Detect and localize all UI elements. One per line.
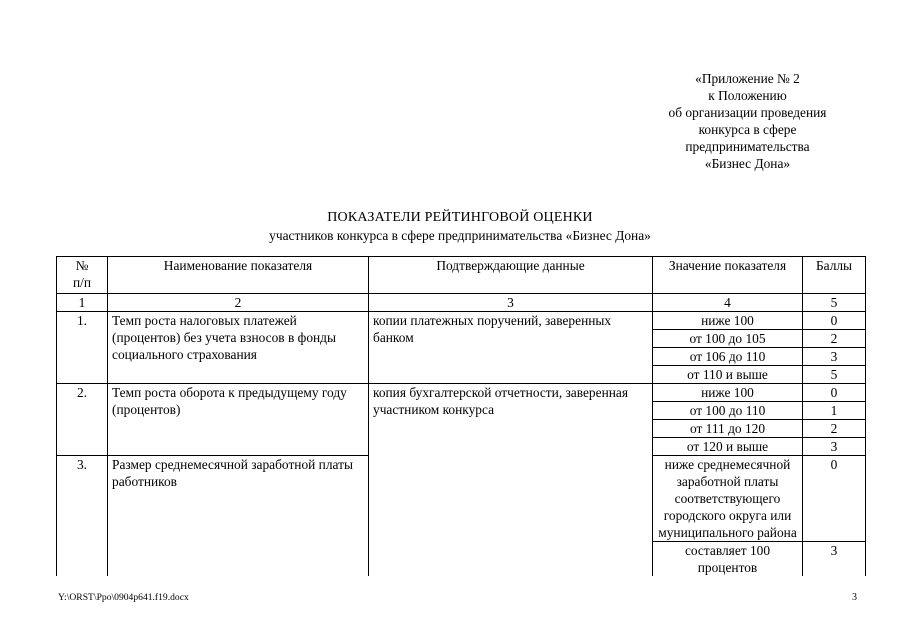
header-num (57, 257, 108, 294)
indicator-score: 1 (803, 402, 866, 420)
header-value: Значение показателя (653, 257, 803, 294)
indicator-value: составляет 100 процентов (653, 542, 803, 577)
col-number: 2 (108, 294, 369, 312)
indicator-name: Размер среднемесячной заработной платы работников (108, 456, 369, 577)
supporting-data: копии платежных поручений, заверенных банком (369, 312, 653, 384)
indicator-score: 2 (803, 330, 866, 348)
column-number-row (57, 294, 866, 312)
supporting-data: копия бухгалтерской отчетности, заверенная участником конкурса (369, 384, 653, 577)
footer-page-number: 3 (852, 592, 857, 603)
indicator-score: 5 (803, 366, 866, 384)
header-name: Наименование показателя (108, 257, 369, 294)
indicator-score: 3 (803, 542, 866, 577)
row-number: 1. (57, 312, 108, 384)
header-score: Баллы (803, 257, 866, 294)
indicator-name: Темп роста налоговых платежей (процентов) без учета взносов в фонды социального страхования (108, 312, 369, 384)
header-num-line2: п/п (72, 275, 92, 290)
appendix-note (645, 70, 850, 172)
indicator-score: 3 (803, 438, 866, 456)
indicator-value: от 120 и выше (653, 438, 803, 456)
appendix-line: «Приложение № 2 (695, 71, 800, 86)
col-number: 4 (653, 294, 803, 312)
appendix-line: конкурса в сфере (698, 122, 797, 137)
document-subtitle: участников конкурса в сфере предпринимательства «Бизнес Дона» (269, 228, 651, 243)
indicator-score: 0 (803, 312, 866, 330)
table-header-row (57, 257, 866, 294)
indicator-score: 3 (803, 348, 866, 366)
indicator-value: от 106 до 110 (653, 348, 803, 366)
appendix-line: об организации проведения (668, 105, 827, 120)
document-title: ПОКАЗАТЕЛИ РЕЙТИНГОВОЙ ОЦЕНКИ (327, 210, 593, 225)
row-number: 3. (57, 456, 108, 577)
indicator-value: ниже среднемесячной заработной платы соответствующего городского округа или муниципального района (653, 456, 803, 542)
footer-file-path: Y:\ORST\Ppo\0904p641.f19.docx (58, 592, 189, 603)
header-num-line1: № (75, 258, 89, 273)
appendix-line: «Бизнес Дона» (704, 156, 791, 171)
header-docs: Подтверждающие данные (369, 257, 653, 294)
appendix-line: к Положению (708, 88, 787, 103)
indicator-value: ниже 100 (653, 384, 803, 402)
table-row (57, 384, 866, 402)
indicator-value: от 111 до 120 (653, 420, 803, 438)
indicator-value: от 100 до 110 (653, 402, 803, 420)
table-row (57, 312, 866, 330)
indicator-score: 2 (803, 420, 866, 438)
indicator-value: ниже 100 (653, 312, 803, 330)
col-number: 5 (803, 294, 866, 312)
indicator-score: 0 (803, 456, 866, 542)
col-number: 1 (57, 294, 108, 312)
indicator-value: от 110 и выше (653, 366, 803, 384)
col-number: 3 (369, 294, 653, 312)
appendix-line: предпринимательства (685, 139, 810, 154)
indicator-name: Темп роста оборота к предыдущему году (процентов) (108, 384, 369, 456)
indicator-value: от 100 до 105 (653, 330, 803, 348)
rating-table (56, 256, 866, 576)
indicator-score: 0 (803, 384, 866, 402)
row-number: 2. (57, 384, 108, 456)
